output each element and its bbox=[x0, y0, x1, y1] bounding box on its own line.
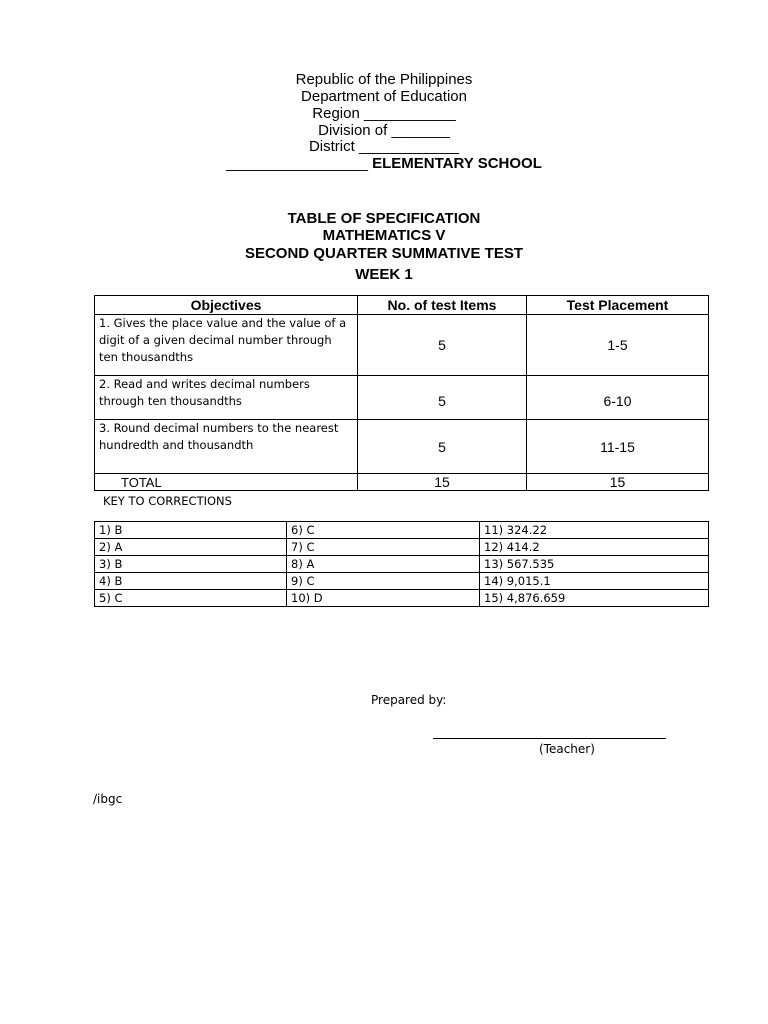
col-header-placement: Test Placement bbox=[527, 296, 709, 315]
col-header-objectives: Objectives bbox=[95, 296, 358, 315]
header-department: Department of Education bbox=[301, 88, 467, 105]
title-line-1: TABLE OF SPECIFICATION bbox=[287, 210, 481, 227]
header-division: Division of _______ bbox=[318, 122, 450, 139]
header-school-line bbox=[0, 155, 768, 172]
key-cell: 4) B bbox=[95, 573, 287, 590]
items-cell: 5 bbox=[358, 376, 527, 420]
col-header-items: No. of test Items bbox=[358, 296, 527, 315]
title-line-2: MATHEMATICS V bbox=[322, 227, 446, 244]
placement-cell: 11-15 bbox=[527, 420, 709, 474]
key-to-corrections-label: KEY TO CORRECTIONS bbox=[103, 494, 232, 508]
placement-cell: 6-10 bbox=[527, 376, 709, 420]
placement-cell: 1-5 bbox=[527, 315, 709, 376]
spec-row bbox=[95, 420, 709, 474]
key-cell: 2) A bbox=[95, 539, 287, 556]
items-cell: 5 bbox=[358, 315, 527, 376]
key-cell: 12) 414.2 bbox=[480, 539, 709, 556]
teacher-label: (Teacher) bbox=[539, 742, 595, 756]
objective-cell: 2. Read and writes decimal numbers through ten thousandths bbox=[95, 376, 358, 420]
key-cell: 7) C bbox=[287, 539, 480, 556]
title-line-4: WEEK 1 bbox=[355, 266, 413, 283]
header-district: District ____________ bbox=[308, 138, 460, 155]
key-row bbox=[95, 590, 709, 607]
total-items: 15 bbox=[358, 474, 527, 491]
total-label: TOTAL bbox=[95, 474, 358, 491]
key-row bbox=[95, 522, 709, 539]
items-cell: 5 bbox=[358, 420, 527, 474]
spec-row bbox=[95, 315, 709, 376]
key-cell: 3) B bbox=[95, 556, 287, 573]
key-cell: 11) 324.22 bbox=[480, 522, 709, 539]
key-cell: 8) A bbox=[287, 556, 480, 573]
specification-table bbox=[94, 295, 709, 491]
key-cell: 13) 567.535 bbox=[480, 556, 709, 573]
header-republic: Republic of the Philippines bbox=[295, 71, 473, 88]
key-row bbox=[95, 573, 709, 590]
key-row bbox=[95, 539, 709, 556]
objective-cell: 3. Round decimal numbers to the nearest hundredth and thousandth bbox=[95, 420, 358, 474]
key-cell: 1) B bbox=[95, 522, 287, 539]
key-cell: 10) D bbox=[287, 590, 480, 607]
key-cell: 5) C bbox=[95, 590, 287, 607]
key-cell: 15) 4,876.659 bbox=[480, 590, 709, 607]
total-placement: 15 bbox=[527, 474, 709, 491]
spec-header-row bbox=[95, 296, 709, 315]
reference-initials: /ibgc bbox=[93, 792, 123, 806]
answer-key-table bbox=[94, 521, 709, 607]
title-line-3: SECOND QUARTER SUMMATIVE TEST bbox=[244, 245, 524, 262]
key-cell: 6) C bbox=[287, 522, 480, 539]
school-name-blank: _________________ bbox=[226, 155, 368, 172]
prepared-by-label: Prepared by: bbox=[371, 693, 447, 707]
objective-cell: 1. Gives the place value and the value of a digit of a given decimal number through ten thousandths bbox=[95, 315, 358, 376]
spec-row bbox=[95, 376, 709, 420]
key-cell: 9) C bbox=[287, 573, 480, 590]
spec-total-row bbox=[95, 474, 709, 491]
header-region: Region ___________ bbox=[312, 105, 456, 122]
school-label: ELEMENTARY SCHOOL bbox=[372, 155, 542, 172]
key-row bbox=[95, 556, 709, 573]
signature-line bbox=[433, 738, 666, 739]
key-cell: 14) 9,015.1 bbox=[480, 573, 709, 590]
